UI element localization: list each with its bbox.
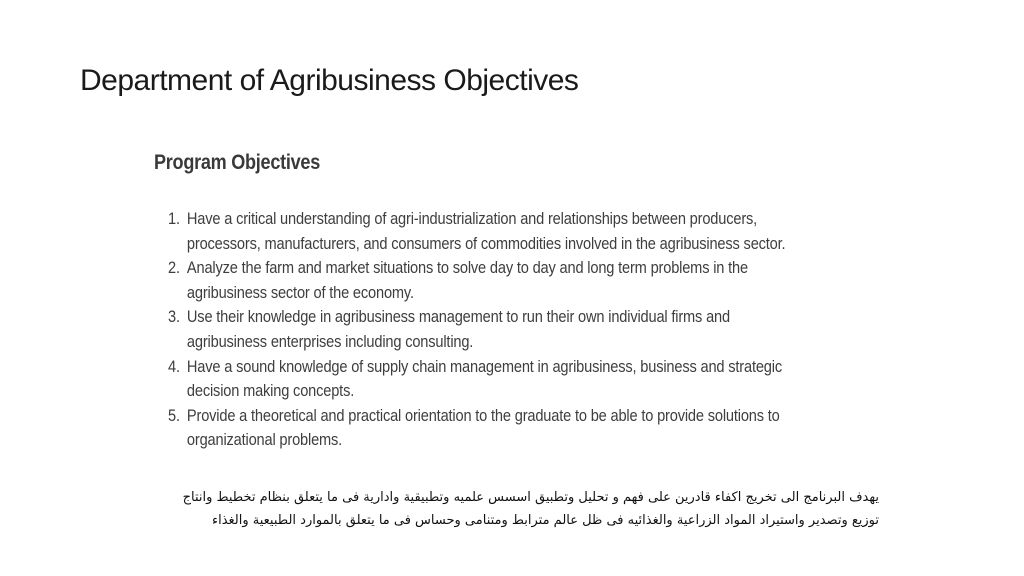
arabic-line-2: توزيع وتصدير واستيراد المواد الزراعية والغذائيه فى ظل عالم مترابط ومتنامى وحساس فى ما يتعلق بالموارد الطبيعية والغذاء xyxy=(211,513,879,528)
program-objectives-heading: Program Objectives xyxy=(154,151,320,174)
objective-item-1 xyxy=(168,207,804,256)
objective-text: Have a sound knowledge of supply chain management in agribusiness, business and strategic decision making concepts. xyxy=(186,356,782,401)
objective-item-4 xyxy=(168,355,804,404)
arabic-description xyxy=(79,486,879,532)
objective-number: 3. xyxy=(168,307,180,327)
program-objectives-image xyxy=(150,145,800,460)
arabic-line-1: يهدف البرنامج الى تخريج اكفاء قادرين على فهم و تحليل وتطبيق اسسس علميه وتطبيقية وادارية فى ما يتعلق بنظام تخطيط وانتاج xyxy=(182,490,879,505)
objective-item-2 xyxy=(168,256,804,305)
objective-text: Provide a theoretical and practical orientation to the graduate to be able to provide solutions to organizational problems. xyxy=(186,405,780,450)
objective-text: Use their knowledge in agribusiness management to run their own individual firms and agribusiness enterprises including consulting. xyxy=(186,307,730,351)
objective-item-5 xyxy=(168,404,804,453)
objective-list xyxy=(168,207,804,453)
objective-number: 4. xyxy=(168,356,180,376)
objective-number: 1. xyxy=(168,209,180,228)
objective-item-3 xyxy=(168,305,804,354)
objective-text: Analyze the farm and market situations to solve day to day and long term problems in the agribusiness sector of the economy. xyxy=(186,258,748,302)
objective-number: 5. xyxy=(168,405,180,425)
objective-number: 2. xyxy=(168,258,180,278)
objective-text: Have a critical understanding of agri-industrialization and relationships between producers, processors, manufacturers, and consumers of commodities involved in the agribusiness sector. xyxy=(186,209,786,253)
slide-title: Department of Agribusiness Objectives xyxy=(80,64,579,97)
